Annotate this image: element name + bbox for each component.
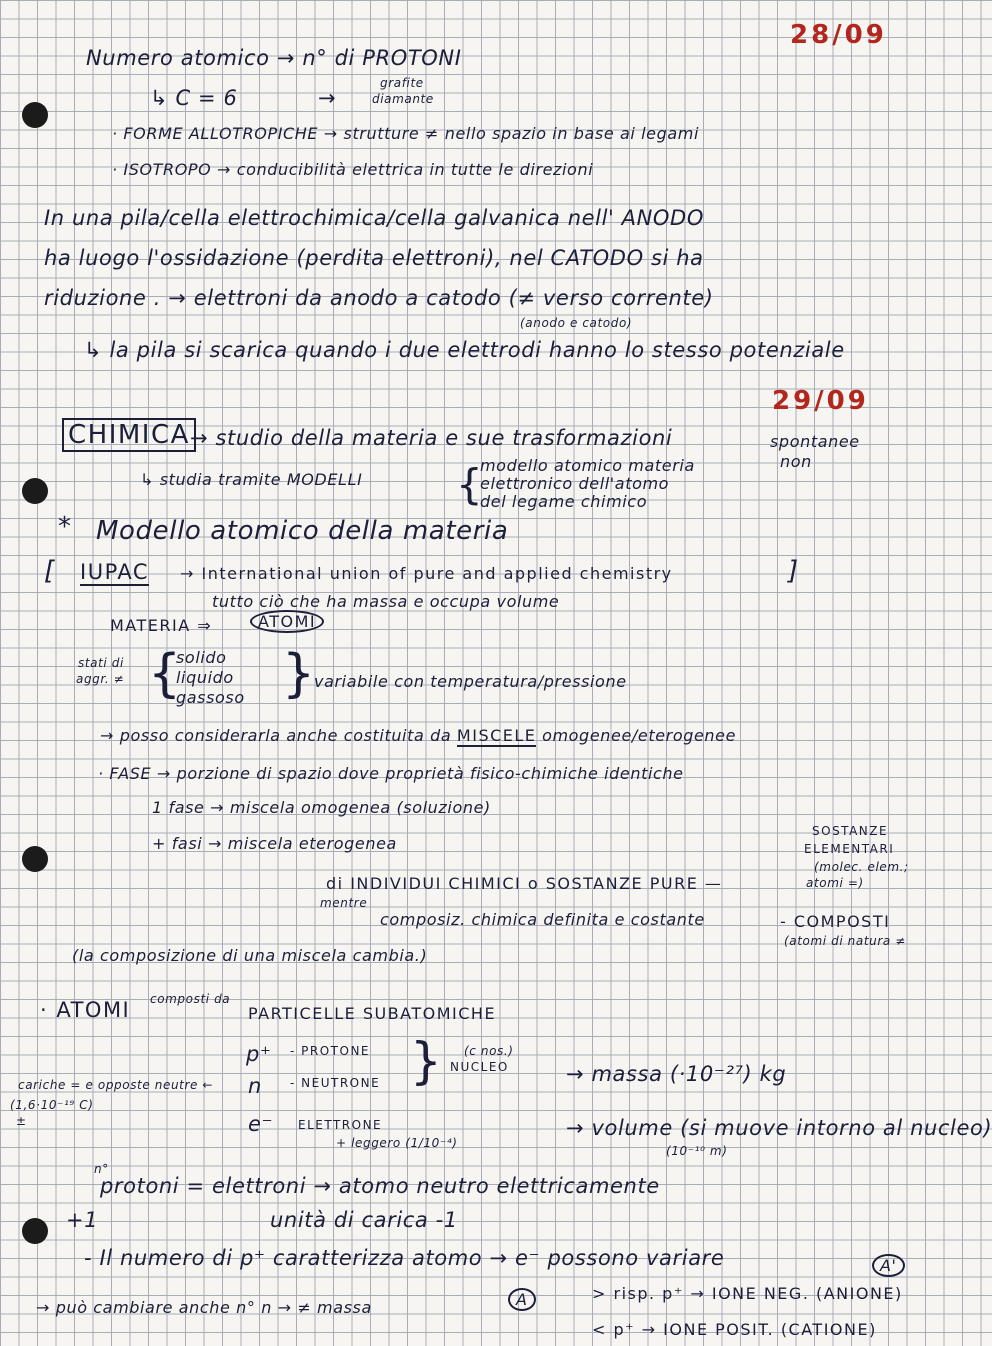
note-pila-1: In una pila/cella elettrochimica/cella galvanica nell' ANODO <box>44 206 704 230</box>
note-una-fase: 1 fase → miscela omogenea (soluzione) <box>152 798 491 817</box>
note-cariche-2: (1,6·10⁻¹⁹ C) <box>10 1098 94 1112</box>
note-modelli: ↳ studia tramite MODELLI <box>140 470 363 489</box>
note-leggero: + leggero (1/10⁻⁴) <box>336 1136 458 1150</box>
iupac-definition: → International union of pure and applied chemistry <box>180 564 673 583</box>
bracket-open: [ <box>44 556 55 586</box>
note-protoni-elettroni: protoni = elettroni → atomo neutro elettricamente <box>100 1174 660 1198</box>
note-c-nos: (c nos.) <box>464 1044 514 1058</box>
brace-stati-close: } <box>282 644 316 704</box>
brace-nucleo: } <box>410 1032 442 1090</box>
note-volume: → volume (si muove intorno al nucleo) <box>566 1116 992 1140</box>
note-sostanze: SOSTANZE <box>812 824 889 838</box>
note-pila-scarica: ↳ la pila si scarica quando i due elettrodi hanno lo stesso potenziale <box>84 338 845 362</box>
note-particelle-subatomiche: PARTICELLE SUBATOMICHE <box>248 1004 497 1023</box>
chimica-box <box>62 420 196 450</box>
note-chimica-def: → studio della materia e sue trasformazioni <box>190 426 673 450</box>
note-anodo-catodo: (anodo e catodo) <box>520 316 633 330</box>
note-omogenee: omogenee/eterogenee <box>542 726 737 745</box>
note-forme-allotropiche: · FORME ALLOTROPICHE → strutture ≠ nello spazio in base ai legami <box>112 124 699 143</box>
state-solido: solido <box>176 648 227 667</box>
note-stati-variabile: variabile con temperatura/pressione <box>314 672 627 691</box>
note-modello-elettronico: elettronico dell'atomo <box>480 474 670 493</box>
note-mentre: mentre <box>320 896 368 910</box>
miscele-label: MISCELE <box>456 726 537 745</box>
iupac-label <box>80 560 149 584</box>
note-numero-protoni: - Il numero di p⁺ caratterizza atomo → e⁻ possono variare <box>84 1246 725 1270</box>
iupac-text: IUPAC <box>80 560 150 584</box>
note-n-sup: n° <box>94 1162 109 1176</box>
note-composti: - COMPOSTI <box>780 912 891 931</box>
note-miscela-cambia: (la composizione di una miscela cambia.) <box>72 946 428 965</box>
note-volume-2: (10⁻¹⁰ m) <box>666 1144 728 1158</box>
note-numero-atomico: Numero atomico → n° di PROTONI <box>86 46 462 70</box>
note-arrow: → <box>318 86 337 110</box>
note-a-prime <box>872 1256 905 1275</box>
note-stati-2: aggr. ≠ <box>76 672 125 686</box>
date-28-09: 28/09 <box>790 20 887 50</box>
note-materia-def: tutto ciò che ha massa e occupa volume <box>212 592 560 611</box>
note-spontanee: spontanee <box>770 432 860 451</box>
note-composti-da: composti da <box>150 992 231 1006</box>
note-carbon: ↳ C = 6 <box>150 86 238 110</box>
date-29-09: 29/09 <box>772 386 869 416</box>
note-composizione-definita: composiz. chimica definita e costante <box>380 910 705 929</box>
note-anione: > risp. p⁺ → IONE NEG. (ANIONE) <box>592 1284 903 1303</box>
note-atomi-heading: · ATOMI <box>40 998 131 1022</box>
note-plus-one: +1 <box>66 1208 99 1232</box>
state-gassoso: gassoso <box>176 688 245 707</box>
note-miscele-text: → posso considerarla anche costituita da <box>100 726 452 745</box>
brace-stati: { <box>148 644 182 704</box>
note-cambiare-massa: → può cambiare anche n° n → ≠ massa <box>36 1298 372 1317</box>
star-mark: * <box>58 512 72 542</box>
state-liquido: liquido <box>176 668 234 687</box>
note-non: non <box>780 452 812 471</box>
note-pila-3: riduzione . → elettroni da anodo a catodo (≠ verso corrente) <box>44 286 714 310</box>
symbol-proton: p⁺ <box>246 1042 272 1066</box>
note-fase: · FASE → porzione di spazio dove proprietà fisico-chimiche identiche <box>98 764 684 783</box>
note-pila-2: ha luogo l'ossidazione (perdita elettroni), nel CATODO si ha <box>44 246 704 270</box>
binder-hole <box>22 478 48 504</box>
note-molec-elem: (molec. elem.; <box>814 860 909 874</box>
note-piu-fasi: + fasi → miscela eterogenea <box>152 834 397 853</box>
note-atomi-natura: (atomi di natura ≠ <box>784 934 906 948</box>
note-a <box>508 1290 536 1309</box>
note-atomi-uguali: atomi =) <box>806 876 864 890</box>
note-miscele <box>100 726 736 745</box>
note-modello-legame: del legame chimico <box>480 492 648 511</box>
note-diamante: diamante <box>372 92 434 106</box>
note-grafite: grafite <box>380 76 424 90</box>
note-a-prime-label: A' <box>872 1254 905 1277</box>
note-a-label: A <box>508 1288 536 1311</box>
note-modello-atomico: modello atomico materia <box>480 456 695 475</box>
bracket-close: ] <box>788 556 799 586</box>
atomi-circle <box>250 612 324 631</box>
note-stati: stati di <box>78 656 124 670</box>
note-massa: → massa (·10⁻²⁷) kg <box>566 1062 787 1086</box>
chimica-label: CHIMICA <box>62 418 196 452</box>
note-materia: MATERIA ⇒ <box>110 616 213 635</box>
binder-hole <box>22 102 48 128</box>
note-isotropo: · ISOTROPO → conducibilità elettrica in tutte le direzioni <box>112 160 594 179</box>
note-individui-chimici: di INDIVIDUI CHIMICI o SOSTANZE PURE — <box>326 874 723 893</box>
symbol-electron: e⁻ <box>248 1112 274 1136</box>
binder-hole <box>22 1218 48 1244</box>
label-nucleo: NUCLEO <box>450 1060 509 1074</box>
symbol-neutron: n <box>248 1074 262 1098</box>
note-catione: < p⁺ → IONE POSIT. (CATIONE) <box>592 1320 877 1339</box>
heading-modello-atomico: Modello atomico della materia <box>96 516 509 546</box>
note-unita-carica: unità di carica -1 <box>270 1208 458 1232</box>
note-elementari: ELEMENTARI <box>804 842 895 856</box>
label-protone: - PROTONE <box>290 1044 370 1058</box>
label-elettrone: ELETTRONE <box>298 1118 383 1132</box>
note-cariche-3: ± <box>16 1114 27 1128</box>
atomi-label: ATOMI <box>250 610 324 633</box>
note-cariche: cariche = e opposte neutre ← <box>18 1078 214 1092</box>
binder-hole <box>22 846 48 872</box>
brace-modelli: { <box>456 460 483 509</box>
label-neutrone: - NEUTRONE <box>290 1076 381 1090</box>
